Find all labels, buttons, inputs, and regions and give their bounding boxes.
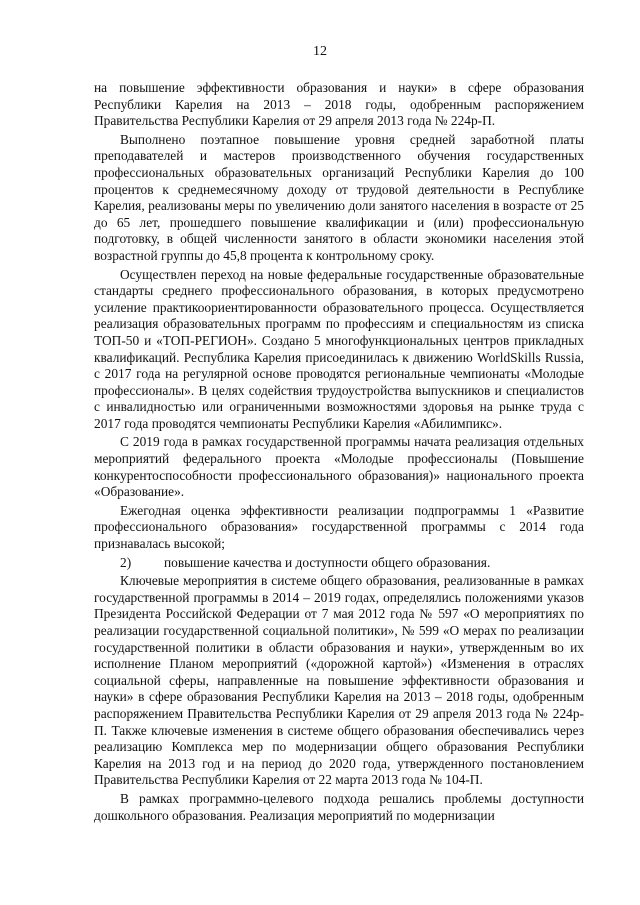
paragraph-annual-evaluation: Ежегодная оценка эффективности реализации подпрограммы 1 «Развитие профессионального образования» государственной программы с 2014 года признавалась высокой; [94, 502, 584, 552]
list-item-number: 2) [120, 554, 132, 570]
page-number: 12 [313, 44, 327, 59]
paragraph-preschool-access: В рамках программно-целевого подхода решались проблемы доступности дошкольного образования. Реализация мероприятий по модернизации [94, 790, 584, 823]
paragraph-continuation: на повышение эффективности образования и науки» в сфере образования Республики Карелия на 2013 – 2018 годы, одобренным распоряжением Правительства Республики Карелия от 29 апреля 2013 года № 224р-П. [94, 80, 584, 129]
list-item [94, 555, 584, 572]
paragraph-young-professionals: С 2019 года в рамках государственной программы начата реализация отдельных мероприятий федерального проекта «Молодые профессионалы (Повышение конкурентоспособности профессионального образования)» национального проекта «Образование». [94, 434, 584, 500]
paragraph-federal-standards: Осуществлен переход на новые федеральные государственные образовательные стандарты среднего профессионального образования, в которых предусмотрено усиление практикоориентированности образовательного процесса. Осуществляется реализация образовательных программ по профессиям и специальностям из списка ТОП-50 и «ТОП-РЕГИОН». Создано 5 многофункциональных центров прикладных квалификаций. Республика Карелия присоединилась к движению WorldSkills Russia, с 2017 года на регулярной основе проводятся региональные чемпионаты «Молодые профессионалы». В целях содействия трудоустройства выпускников и специалистов с инвалидностью или ограниченными возможностями здоровья на рынке труда с 2017 года проводятся чемпионаты Республики Карелия «Абилимпикс». [94, 266, 584, 431]
document-body [94, 80, 584, 824]
paragraph-salary-increase: Выполнено поэтапное повышение уровня средней заработной платы преподавателей и мастеров производственного обучения государственных профессиональных образовательных организаций Республики Карелия до 100 процентов к среднемесячному доходу от трудовой деятельности в Республике Карелия, реализованы меры по увеличению доли занятого населения в возрасте от 25 до 65 лет, прошедшего повышение квалификации и (или) профессиональную подготовку, в общей численности занятого в области экономики населения этой возрастной группы до 45,8 процента к контрольному сроку. [94, 131, 584, 263]
paragraph-general-education: Ключевые мероприятия в системе общего образования, реализованные в рамках государственной программы в 2014 – 2019 годах, определялись положениями указов Президента Российской Федерации от 7 мая 2012 года № 597 «О мероприятиях по реализации государственной социальной политики», № 599 «О мерах по реализации государственной политики в области образования и науки», утвержденным во их исполнение Планом мероприятий («дорожной картой») «Изменения в отраслях социальной сферы, направленные на повышение эффективности образования и науки» в сфере образования Республики Карелия на 2013 – 2018 годы, одобренным распоряжением Правительства Республики Карелия от 29 апреля 2013 года № 224р-П. Также ключевые изменения в системе общего образования обеспечивались через реализацию Комплекса мер по модернизации общего образования Республики Карелия на 2013 год и на период до 2020 года, утвержденного постановлением Правительства Республики Карелия от 22 марта 2013 года № 104-П. [94, 573, 584, 788]
list-item-text: повышение качества и доступности общего образования. [164, 554, 491, 570]
